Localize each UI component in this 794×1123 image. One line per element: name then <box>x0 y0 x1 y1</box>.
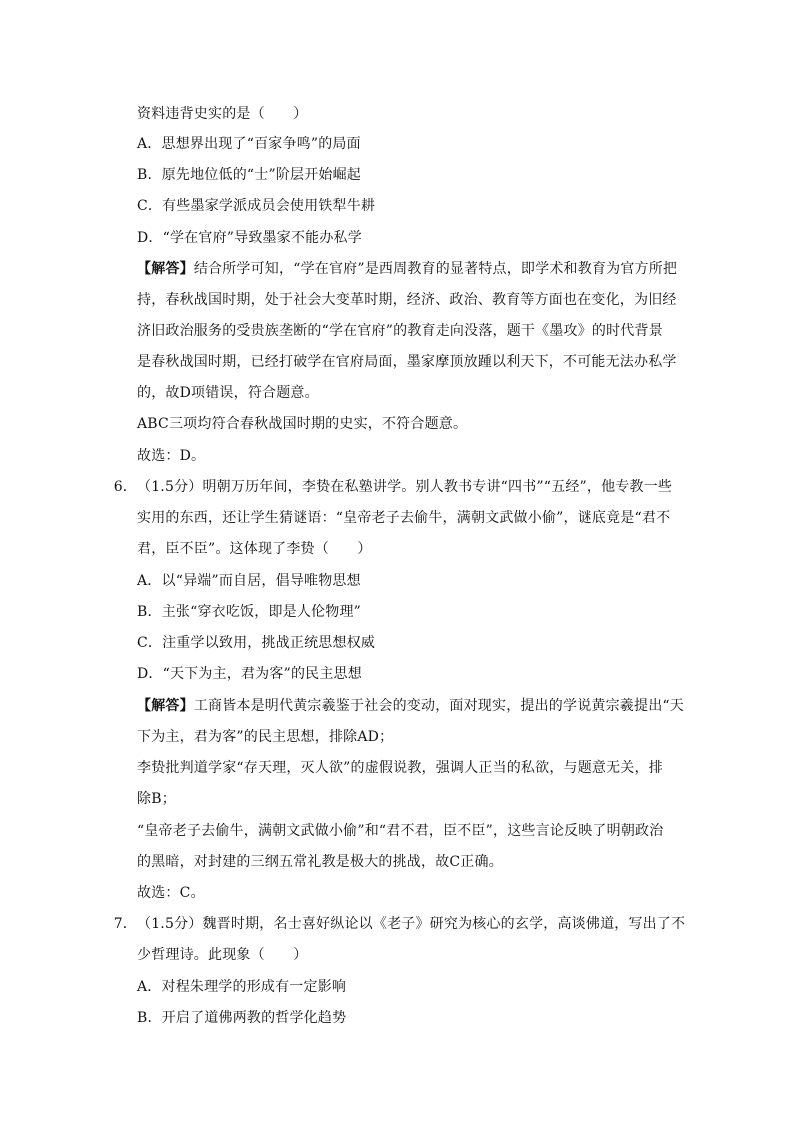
answer-choice: 故选：D。 <box>137 448 206 464</box>
option-b: B．开启了道佛两教的哲学化趋势 <box>137 1010 347 1026</box>
question-7-stem <box>113 914 685 934</box>
question-text: （1.5分）明朝万历年间，李贽在私塾讲学。别人教书专讲“四书”“五经”，他专教一些 <box>137 479 673 495</box>
answer-choice: 故选：C。 <box>137 885 205 901</box>
question-number: 6． <box>113 479 137 495</box>
option-d: D．“天下为主，君为客”的民主思想 <box>137 666 362 682</box>
answer-text: 结合所学可知，“学在官府”是西周教育的显著特点，即学术和教育为官方所把 <box>193 261 678 277</box>
option-c: C．注重学以致用，挑战正统思想权威 <box>137 635 376 651</box>
option-d: D．“学在官府”导致墨家不能办私学 <box>137 230 362 246</box>
question-6-stem-line: 实用的东西，还让学生猜谜语：“皇帝老子去偷牛，满朝文武做小偷”，谜底竟是“君不 <box>137 510 671 526</box>
answer-explanation-line: ABC三项均符合春秋战国时期的史实，不符合题意。 <box>137 416 468 432</box>
question-7-stem-line: 少哲理诗。此现象（ ） <box>137 947 308 963</box>
answer-explanation-line: 除B； <box>137 791 176 807</box>
answer-explanation <box>137 696 684 716</box>
question-6-stem-line: 君，臣不臣”。这体现了李贽（ ） <box>137 541 372 557</box>
question-6-stem <box>113 477 672 497</box>
option-b: B．原先地位低的“士”阶层开始崛起 <box>137 167 362 183</box>
option-a: A．对程朱理学的形成有一定影响 <box>137 979 347 995</box>
answer-explanation-line: 济旧政治服务的受贵族垄断的“学在官府”的教育走向没落，题干《墨攻》的时代背景 <box>137 323 663 339</box>
option-c: C．有些墨家学派成员会使用铁犁牛耕 <box>137 198 376 214</box>
question-text: （1.5分）魏晋时期，名士喜好纵论以《老子》研究为核心的玄学，高谈佛道，写出了不 <box>137 916 686 932</box>
answer-explanation <box>137 259 677 279</box>
option-a: A．以“异端”而自居，倡导唯物思想 <box>137 573 361 589</box>
answer-explanation-line: 的，故D项错误，符合题意。 <box>137 385 319 401</box>
option-a: A．思想界出现了“百家争鸣”的局面 <box>137 136 361 152</box>
answer-tag: 【解答】 <box>137 698 194 714</box>
answer-explanation-line: 李贽批判道学家“存天理，灭人欲”的虚假说教，强调人正当的私欲，与题意无关，排 <box>137 760 663 776</box>
answer-explanation-line: 下为主，君为客”的民主思想，排除AD； <box>137 729 394 745</box>
option-b: B．主张“穿衣吃饭，即是人伦物理” <box>137 604 362 620</box>
answer-text: 工商皆本是明代黄宗羲鉴于社会的变动，面对现实，提出的学说黄宗羲提出“天 <box>193 698 684 714</box>
question-number: 7． <box>113 916 137 932</box>
answer-explanation-line: 是春秋战国时期，已经打破学在官府局面，墨家摩顶放踵以利天下，不可能无法办私学 <box>137 354 677 370</box>
answer-explanation-line: 的黑暗，对封建的三纲五常礼教是极大的挑战，故C正确。 <box>137 854 503 870</box>
answer-explanation-line: “皇帝老子去偷牛，满朝文武做小偷”和“君不君，臣不臣”，这些言论反映了明朝政治 <box>137 823 664 839</box>
question-5-stem-tail: 资料违背史实的是（ ） <box>137 106 308 122</box>
answer-explanation-line: 持，春秋战国时期，处于社会大变革时期，经济、政治、教育等方面也在变化，为旧经 <box>137 292 677 308</box>
answer-tag: 【解答】 <box>137 261 194 277</box>
